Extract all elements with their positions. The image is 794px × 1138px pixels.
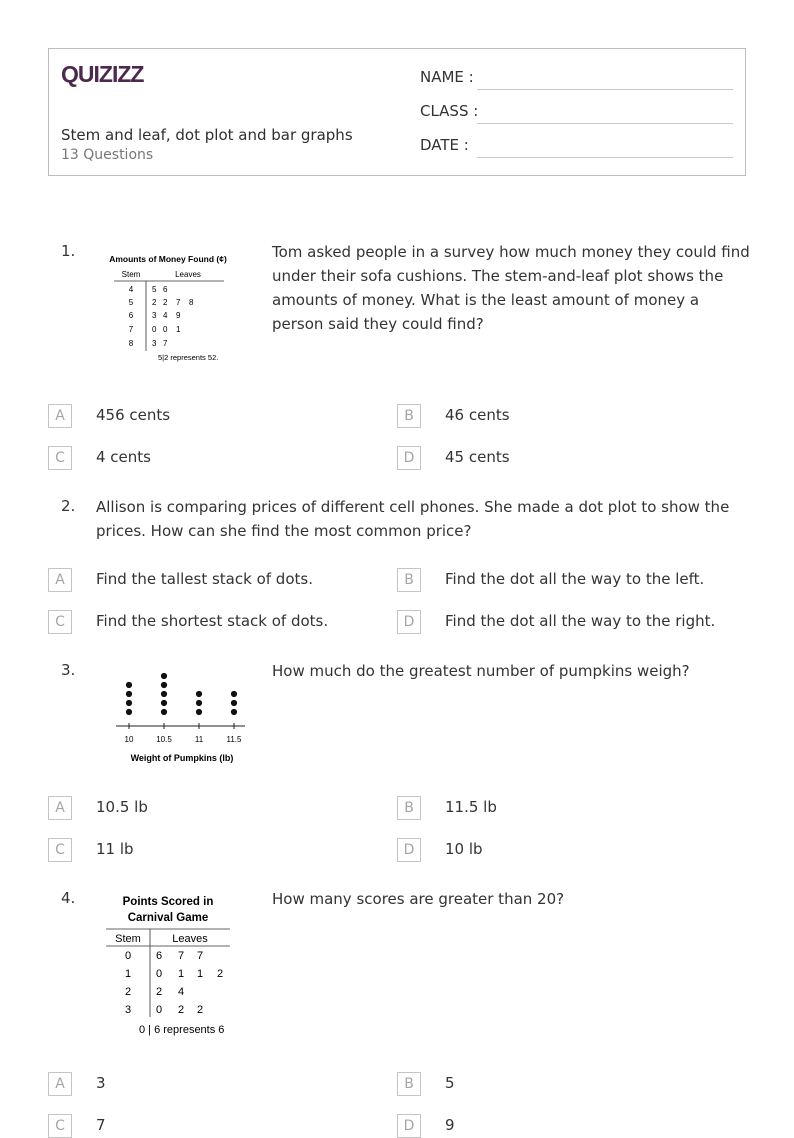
quizizz-logo: QUIZIZZ bbox=[61, 61, 144, 87]
option-letter-d[interactable]: D bbox=[397, 838, 421, 862]
option-letter-b[interactable]: B bbox=[397, 568, 421, 592]
svg-text:2: 2 bbox=[163, 298, 168, 307]
svg-text:6: 6 bbox=[163, 285, 168, 294]
svg-text:3: 3 bbox=[124, 1004, 132, 1016]
svg-text:4: 4 bbox=[128, 285, 134, 294]
svg-text:1: 1 bbox=[124, 968, 132, 980]
leaves-header: Leaves bbox=[172, 933, 208, 945]
option-text-a[interactable]: 3 bbox=[96, 1074, 106, 1092]
svg-text:7: 7 bbox=[176, 298, 181, 307]
name-label: NAME : bbox=[420, 68, 474, 86]
plot-title-line2: Carnival Game bbox=[127, 912, 209, 924]
dot-mark bbox=[231, 709, 237, 715]
question-1-text: Tom asked people in a survey how much money they could find under their sofa cushions. The stem-and-leaf plot shows the amounts of money. What is the least amount of money a person said they could find? bbox=[272, 243, 750, 333]
question-3-number: 3. bbox=[61, 661, 76, 679]
plot-title-line1: Points Scored in bbox=[122, 896, 214, 908]
money-stem-leaf-plot bbox=[106, 250, 236, 368]
date-field[interactable] bbox=[477, 157, 733, 158]
option-letter-b[interactable]: B bbox=[397, 796, 421, 820]
svg-text:1: 1 bbox=[178, 968, 185, 980]
dot-mark bbox=[126, 700, 132, 706]
option-letter-d[interactable]: D bbox=[397, 446, 421, 470]
class-label: CLASS : bbox=[420, 102, 479, 120]
option-letter-c[interactable]: C bbox=[48, 446, 72, 470]
question-3-text: How much do the greatest number of pumpkins weigh? bbox=[272, 662, 690, 680]
question-count: 13 Questions bbox=[61, 147, 154, 163]
date-label: DATE : bbox=[420, 136, 469, 154]
svg-text:5: 5 bbox=[128, 298, 134, 307]
svg-text:2: 2 bbox=[197, 1004, 204, 1016]
option-text-b[interactable]: Find the dot all the way to the left. bbox=[445, 570, 705, 588]
svg-text:2: 2 bbox=[217, 968, 224, 980]
worksheet-header bbox=[48, 48, 746, 176]
option-letter-b[interactable]: B bbox=[397, 404, 421, 428]
dot-mark bbox=[126, 691, 132, 697]
svg-text:4: 4 bbox=[178, 986, 185, 998]
svg-text:1: 1 bbox=[197, 968, 204, 980]
option-letter-a[interactable]: A bbox=[48, 404, 72, 428]
dot-mark bbox=[161, 673, 167, 679]
svg-text:7: 7 bbox=[178, 950, 185, 962]
tick-label: 11 bbox=[194, 735, 204, 744]
option-text-a[interactable]: 456 cents bbox=[96, 406, 171, 424]
tick-label: 10 bbox=[124, 735, 134, 744]
svg-text:3: 3 bbox=[152, 339, 157, 348]
tick-label: 11.5 bbox=[226, 735, 242, 744]
svg-text:1: 1 bbox=[176, 325, 181, 334]
svg-text:6: 6 bbox=[156, 950, 163, 962]
svg-text:6: 6 bbox=[128, 311, 134, 320]
svg-text:0: 0 bbox=[163, 325, 168, 334]
svg-text:2: 2 bbox=[124, 986, 132, 998]
question-1-number: 1. bbox=[61, 242, 76, 260]
stem-header: Stem bbox=[115, 933, 141, 945]
name-field[interactable] bbox=[477, 89, 733, 90]
option-text-b[interactable]: 46 cents bbox=[445, 406, 510, 424]
option-text-a[interactable]: Find the tallest stack of dots. bbox=[96, 570, 313, 588]
dot-mark bbox=[231, 700, 237, 706]
option-text-b[interactable]: 11.5 lb bbox=[445, 798, 497, 816]
option-letter-b[interactable]: B bbox=[397, 1072, 421, 1096]
option-text-d[interactable]: Find the dot all the way to the right. bbox=[445, 612, 716, 630]
svg-text:5: 5 bbox=[152, 285, 157, 294]
dot-mark bbox=[161, 709, 167, 715]
svg-text:8: 8 bbox=[189, 298, 194, 307]
option-letter-c[interactable]: C bbox=[48, 838, 72, 862]
dot-mark bbox=[196, 691, 202, 697]
svg-text:7: 7 bbox=[163, 339, 168, 348]
option-letter-d[interactable]: D bbox=[397, 610, 421, 634]
dot-mark bbox=[161, 700, 167, 706]
svg-text:9: 9 bbox=[176, 311, 181, 320]
question-4-text: How many scores are greater than 20? bbox=[272, 890, 565, 908]
dot-mark bbox=[126, 709, 132, 715]
plot-key: 5|2 represents 52. bbox=[158, 353, 219, 362]
svg-text:2: 2 bbox=[178, 1004, 185, 1016]
svg-text:3: 3 bbox=[152, 311, 157, 320]
svg-text:2: 2 bbox=[152, 298, 157, 307]
svg-text:0: 0 bbox=[156, 968, 163, 980]
option-text-a[interactable]: 10.5 lb bbox=[96, 798, 148, 816]
dot-plot-xlabel: Weight of Pumpkins (lb) bbox=[130, 753, 234, 763]
option-text-c[interactable]: 7 bbox=[96, 1116, 106, 1134]
svg-text:7: 7 bbox=[197, 950, 204, 962]
option-text-c[interactable]: 11 lb bbox=[96, 840, 134, 858]
question-4-number: 4. bbox=[61, 889, 76, 907]
tick-label: 10.5 bbox=[156, 735, 172, 744]
svg-text:0: 0 bbox=[156, 1004, 163, 1016]
plot-key: 0 | 6 represents 6 bbox=[139, 1024, 225, 1036]
svg-text:2: 2 bbox=[156, 986, 163, 998]
dot-mark bbox=[196, 700, 202, 706]
option-letter-a[interactable]: A bbox=[48, 796, 72, 820]
option-letter-c[interactable]: C bbox=[48, 610, 72, 634]
dot-mark bbox=[231, 691, 237, 697]
svg-text:8: 8 bbox=[128, 339, 134, 348]
stem-header: Stem bbox=[121, 270, 141, 279]
dot-mark bbox=[161, 691, 167, 697]
option-letter-a[interactable]: A bbox=[48, 1072, 72, 1096]
option-letter-d[interactable]: D bbox=[397, 1114, 421, 1138]
option-text-d[interactable]: 9 bbox=[445, 1116, 455, 1134]
class-field[interactable] bbox=[477, 123, 733, 124]
dot-mark bbox=[126, 682, 132, 688]
dot-mark bbox=[196, 709, 202, 715]
worksheet-title: Stem and leaf, dot plot and bar graphs bbox=[61, 126, 353, 144]
pumpkin-dot-plot bbox=[112, 668, 252, 768]
question-2-number: 2. bbox=[61, 497, 76, 515]
option-text-c[interactable]: 4 cents bbox=[96, 448, 151, 466]
option-text-c[interactable]: Find the shortest stack of dots. bbox=[96, 612, 329, 630]
option-text-b[interactable]: 5 bbox=[445, 1074, 455, 1092]
option-letter-c[interactable]: C bbox=[48, 1114, 72, 1138]
option-letter-a[interactable]: A bbox=[48, 568, 72, 592]
leaves-header: Leaves bbox=[175, 270, 201, 279]
dot-mark bbox=[161, 682, 167, 688]
plot-title: Amounts of Money Found (¢) bbox=[109, 254, 227, 264]
svg-text:4: 4 bbox=[163, 311, 168, 320]
option-text-d[interactable]: 10 lb bbox=[445, 840, 483, 858]
points-stem-leaf-plot bbox=[104, 890, 244, 1040]
question-2-text: Allison is comparing prices of different cell phones. She made a dot plot to show the prices. How can she find the most common price? bbox=[96, 498, 730, 540]
svg-text:7: 7 bbox=[128, 325, 134, 334]
svg-text:0: 0 bbox=[124, 950, 132, 962]
option-text-d[interactable]: 45 cents bbox=[445, 448, 510, 466]
svg-text:0: 0 bbox=[152, 325, 157, 334]
